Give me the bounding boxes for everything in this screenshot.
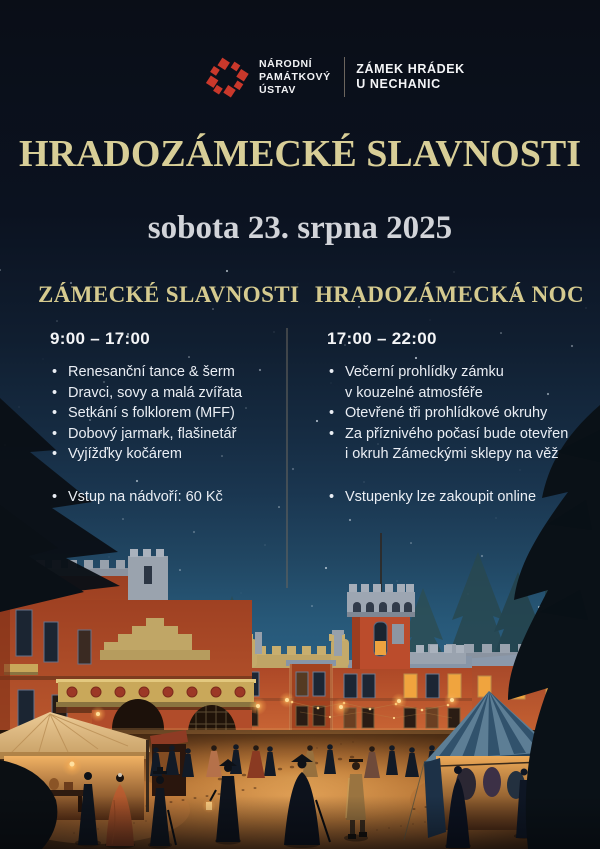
poster-date: sobota 23. srpna 2025 <box>147 210 453 246</box>
day-footer-note <box>52 487 290 508</box>
list-item <box>52 362 290 383</box>
bullet-icon: • <box>52 425 58 442</box>
footer-text: Vstupenky lze zakoupit online <box>345 488 537 505</box>
logo-row <box>204 56 465 98</box>
npu-line: ÚSTAV <box>259 83 297 96</box>
bullet-icon: • <box>52 405 58 421</box>
list-item <box>329 383 581 404</box>
day-heading: ZÁMECKÉ SLAVNOSTI <box>38 282 300 307</box>
poster-title: HRADOZÁMECKÉ SLAVNOSTI <box>18 133 582 175</box>
list-item-text: Vyjížďky kočárem <box>68 446 182 462</box>
list-item <box>52 424 290 445</box>
day-time-range: 9:00 – 17:00 <box>50 329 151 348</box>
list-item <box>329 444 581 465</box>
program-column-night <box>315 281 584 507</box>
night-heading: HRADOZÁMECKÁ NOC <box>315 282 584 307</box>
night-program-list <box>315 362 581 465</box>
list-item-text: Za příznivého počasí bude otevřen <box>345 425 569 442</box>
list-item-text: Otevřené tři prohlídkové okruhy <box>345 405 548 421</box>
npu-logo-text <box>259 58 331 97</box>
site-line: U NECHANIC <box>356 77 441 91</box>
list-item <box>52 444 290 465</box>
site-line: ZÁMEK HRÁDEK <box>356 61 465 76</box>
night-footer-note <box>329 487 581 508</box>
list-item-text: Dobový jarmark, flašinetář <box>68 425 237 442</box>
bullet-icon: • <box>52 384 58 401</box>
footer-text: Vstup na nádvoří: 60 Kč <box>68 488 223 505</box>
npu-line: NÁRODNÍ <box>259 57 313 70</box>
npu-line: PAMÁTKOVÝ <box>259 70 331 83</box>
list-item-text: Renesanční tance & šerm <box>68 364 235 380</box>
night-time-range: 17:00 – 22:00 <box>327 329 437 348</box>
day-program-list <box>38 362 290 465</box>
list-item-text: i okruh Zámeckými sklepy na věž <box>345 446 559 462</box>
site-name <box>356 62 465 93</box>
bullet-icon: • <box>52 488 58 505</box>
list-item <box>329 362 581 383</box>
bullet-icon: • <box>329 488 335 505</box>
list-item <box>329 403 581 424</box>
list-item <box>52 383 290 404</box>
list-item-text: v kouzelné atmosféře <box>345 384 483 401</box>
bullet-icon: • <box>52 364 58 380</box>
list-item-text: Dravci, sovy a malá zvířata <box>68 384 243 401</box>
list-item <box>52 403 290 424</box>
program-column-day <box>38 281 300 507</box>
npu-logo-icon <box>204 56 250 98</box>
bullet-icon: • <box>329 425 335 442</box>
logo-divider <box>344 57 346 97</box>
bullet-icon: • <box>329 405 335 421</box>
list-item-text: Večerní prohlídky zámku <box>345 364 504 380</box>
bullet-icon: • <box>329 364 335 380</box>
list-item <box>329 424 581 445</box>
list-item-text: Setkání s folklorem (MFF) <box>68 405 235 421</box>
bullet-icon: • <box>52 446 58 462</box>
